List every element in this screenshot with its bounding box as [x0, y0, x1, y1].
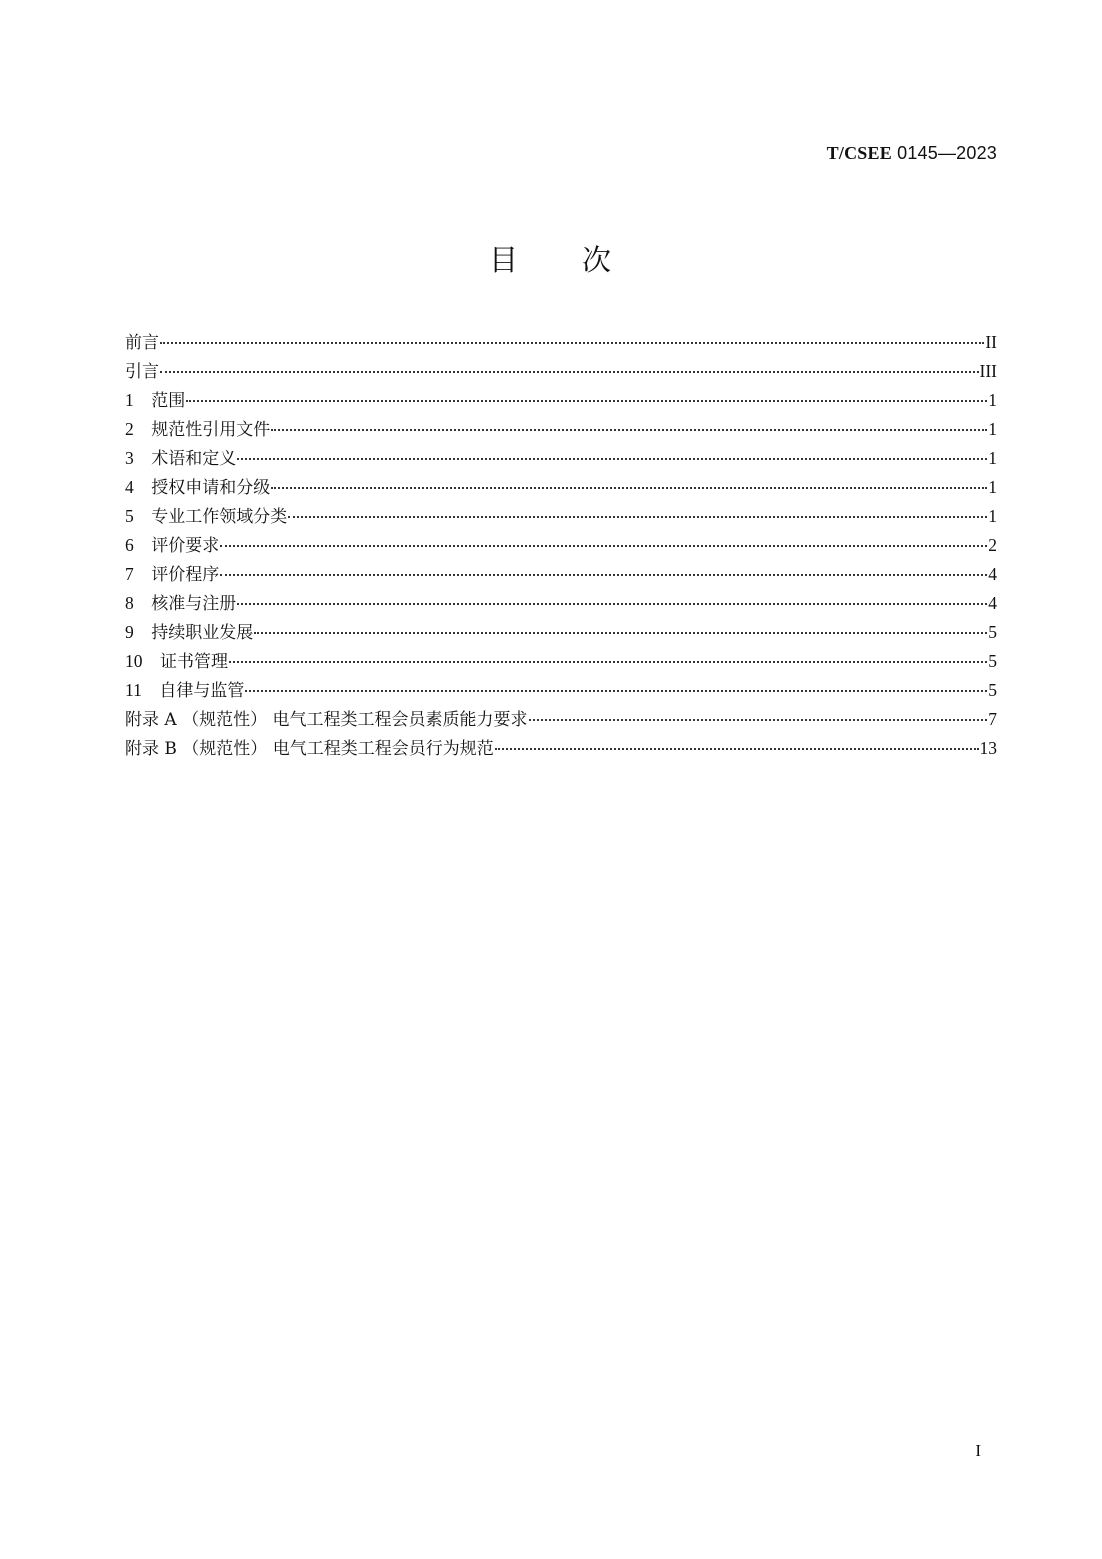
- toc-entry-number: 4: [125, 477, 152, 497]
- document-code: [827, 143, 997, 164]
- toc-entry-number: 11: [125, 680, 160, 700]
- toc-entry-page: II: [985, 332, 997, 352]
- page-number: I: [975, 1441, 981, 1460]
- document-code-number: 0145—2023: [891, 143, 997, 163]
- dot-leader: [220, 544, 987, 547]
- toc-entry-6[interactable]: [125, 531, 997, 560]
- toc-entry-9[interactable]: [125, 618, 997, 647]
- dot-leader: [229, 660, 987, 663]
- toc-entry-number: 2: [125, 419, 152, 439]
- toc-entry-number: 7: [125, 564, 152, 584]
- toc-entry-title: 规范性引用文件: [151, 420, 271, 440]
- toc-entry-title: 核准与注册: [151, 594, 237, 614]
- toc-entry-page: 2: [988, 535, 997, 555]
- toc-entry-page: 5: [988, 622, 997, 642]
- dot-leader: [186, 399, 987, 402]
- toc-entry-page: 4: [988, 564, 997, 584]
- toc-entry-title: 附录 A （规范性） 电气工程类工程会员素质能力要求: [125, 710, 528, 730]
- toc-entry-page: 1: [988, 390, 997, 410]
- table-of-contents: [125, 328, 997, 763]
- toc-entry-number: 10: [125, 651, 160, 671]
- toc-entry-page: 1: [988, 477, 997, 497]
- toc-entry-2[interactable]: [125, 415, 997, 444]
- toc-entry-title: 范围: [151, 391, 186, 411]
- toc-entry-title: 授权申请和分级: [151, 478, 271, 498]
- toc-entry-page: 5: [988, 651, 997, 671]
- toc-entry-number: 5: [125, 506, 152, 526]
- toc-entry-page: 7: [988, 709, 997, 729]
- toc-entry-3[interactable]: [125, 444, 997, 473]
- dot-leader: [237, 602, 987, 605]
- dot-leader: [271, 486, 987, 489]
- toc-entry-appendix-a[interactable]: [125, 705, 997, 734]
- toc-entry-5[interactable]: [125, 502, 997, 531]
- toc-entry-title: 持续职业发展: [151, 623, 254, 643]
- dot-leader: [529, 718, 988, 721]
- toc-entry-number: 3: [125, 448, 152, 468]
- toc-entry-title: 自律与监管: [159, 681, 245, 701]
- dot-leader: [271, 428, 987, 431]
- dot-leader: [220, 573, 987, 576]
- toc-entry-8[interactable]: [125, 589, 997, 618]
- toc-entry-title: 前言: [125, 333, 159, 353]
- dot-leader: [160, 370, 979, 373]
- toc-entry-title: 引言: [125, 362, 159, 382]
- toc-entry-title: 评价程序: [151, 565, 220, 585]
- toc-entry-7[interactable]: [125, 560, 997, 589]
- toc-entry-page: 1: [988, 448, 997, 468]
- toc-entry-page: 4: [988, 593, 997, 613]
- toc-entry-11[interactable]: [125, 676, 997, 705]
- toc-entry-title: 评价要求: [151, 536, 220, 556]
- dot-leader: [160, 341, 984, 344]
- dot-leader: [254, 631, 987, 634]
- toc-entry-10[interactable]: [125, 647, 997, 676]
- toc-entry-title: 术语和定义: [151, 449, 237, 469]
- page-title: 目 次: [488, 243, 613, 277]
- toc-entry-page: III: [979, 361, 997, 381]
- dot-leader: [288, 515, 987, 518]
- dot-leader: [237, 457, 987, 460]
- toc-entry-1[interactable]: [125, 386, 997, 415]
- dot-leader: [495, 747, 979, 750]
- toc-entry-appendix-b[interactable]: [125, 734, 997, 763]
- toc-entry-title: 附录 B （规范性） 电气工程类工程会员行为规范: [125, 739, 494, 759]
- toc-entry-4[interactable]: [125, 473, 997, 502]
- toc-entry-number: 9: [125, 622, 152, 642]
- toc-entry-page: 1: [988, 506, 997, 526]
- toc-entry-number: 6: [125, 535, 152, 555]
- toc-entry-page: 13: [979, 738, 997, 758]
- toc-entry-page: 1: [988, 419, 997, 439]
- toc-entry-title: 专业工作领域分类: [151, 507, 288, 527]
- toc-entry-title: 证书管理: [160, 652, 228, 672]
- dot-leader: [245, 689, 987, 692]
- toc-entry-number: 1: [125, 390, 152, 410]
- toc-entry-introduction[interactable]: [125, 357, 997, 386]
- toc-entry-preface[interactable]: [125, 328, 997, 357]
- toc-entry-number: 8: [125, 593, 152, 613]
- document-code-prefix: T/CSEE: [826, 143, 892, 163]
- toc-entry-page: 5: [988, 680, 997, 700]
